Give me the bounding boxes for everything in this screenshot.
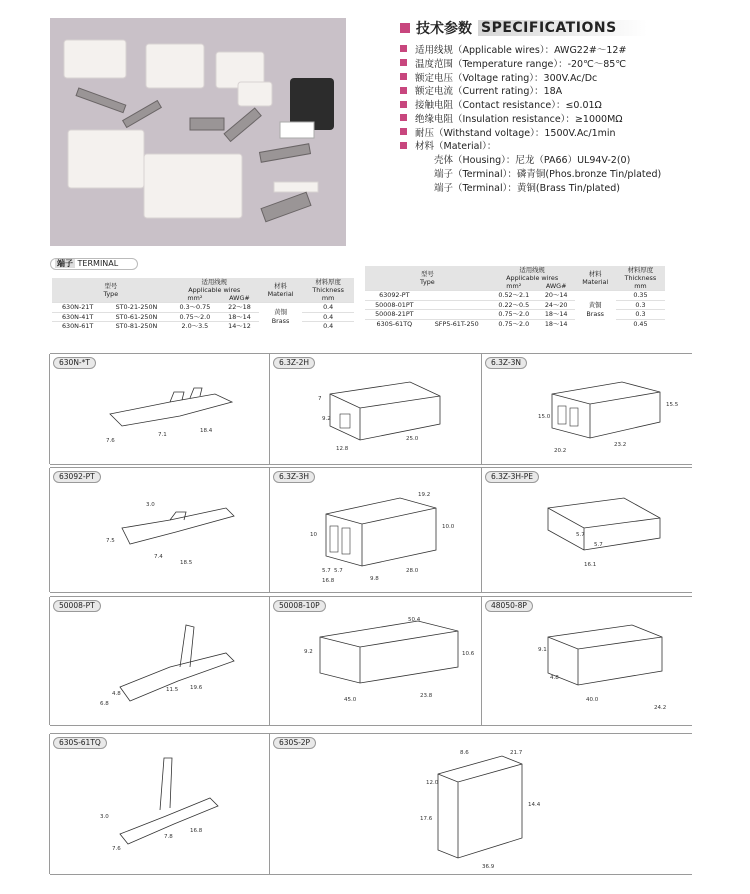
svg-text:9.8: 9.8 [370,576,379,582]
svg-text:4.8: 4.8 [550,675,559,681]
svg-text:5.7: 5.7 [322,568,331,574]
svg-text:19.2: 19.2 [418,492,431,498]
svg-text:7.6: 7.6 [106,438,115,444]
housing-drawing [270,597,482,727]
svg-text:15.5: 15.5 [666,402,679,408]
svg-text:7.1: 7.1 [158,432,167,438]
bullet-square-icon [400,87,407,94]
drawing-cell-6-3z-2h: 6.3Z-2H 7 9.2 12.8 25.0 [270,353,482,465]
drawing-cell-48050-8p: 48050-8P 9.1 4.8 40.0 24.2 [482,596,692,726]
svg-text:45.0: 45.0 [344,697,357,703]
spec-row: 耐压（Withstand voltage）：1500V.Ac/1min [400,125,730,139]
spec-row: 绝缘电阻（Insulation resistance）：≥1000MΩ [400,111,730,125]
drawing-cell-6-3z-3h: 6.3Z-3H 19.2 10 10.0 5.7 5.7 16.8 9.8 28.0 [270,467,482,593]
svg-text:17.6: 17.6 [420,816,433,822]
spec-row: 接触电阻（Contact resistance）：≤0.01Ω [400,97,730,111]
svg-text:20.2: 20.2 [554,448,567,454]
housing-drawing [482,354,692,466]
drawing-cell-630s-61tq: 630S-61TQ 3.0 7.6 7.8 16.8 [50,733,270,875]
bullet-square-icon [400,142,407,149]
table-row: 50008-01PT 0.22～0.5 24～20 0.3 [365,300,665,310]
table-row: 50008-21PT 0.75～2.0 18～14 0.3 [365,310,665,320]
housing-drawing [270,354,482,466]
svg-text:21.7: 21.7 [510,750,523,756]
terminal-drawing [50,734,270,876]
svg-text:14.4: 14.4 [528,802,541,808]
svg-text:23.2: 23.2 [614,442,627,448]
drawing-cell-50008-pt: 50008-PT 4.8 6.8 11.5 19.6 [50,596,270,726]
spec-sub-row: 端子（Terminal）：磷青铜(Phos.bronze Tin/plated) [434,169,662,181]
spec-row: 额定电压（Voltage rating）：300V.Ac/Dc [400,70,730,84]
table-row: 63092-PT 0.52～2.1 20～14 黄铜 Brass 0.35 [365,291,665,301]
svg-text:5.7: 5.7 [576,532,585,538]
material-cell: 黄铜 Brass [575,291,616,329]
svg-text:6.8: 6.8 [100,701,109,707]
svg-text:19.6: 19.6 [190,685,203,691]
terminal-table-right: 型号 Type 适用线规 Applicable wires 材料 Material 材料厚度 Thickness mm² AWG# mm 63092-PT 0.52～2.1 20～14 黄铜 Brass 0.35 50008-01PT 0.22～0.5 24～20 0.3 50008-21PT 0.75～2.0 18～14 0.3 630S-61TQ SFP5-61T-250 0.75～2.0 18～14 0.45 [365,266,665,328]
svg-text:12.0: 12.0 [426,780,439,786]
svg-text:40.0: 40.0 [586,697,599,703]
svg-text:25.0: 25.0 [406,436,419,442]
drawing-cell-63092-pt: 63092-PT 3.0 7.5 7.4 18.5 [50,467,270,593]
svg-text:12.8: 12.8 [336,446,349,452]
svg-text:8.6: 8.6 [460,750,469,756]
table-row: 630S-61TQ SFP5-61T-250 0.75～2.0 18～14 0.45 [365,319,665,328]
svg-text:7.8: 7.8 [164,834,173,840]
drawing-cell-6-3z-3h-pe: 6.3Z-3H-PE 5.7 5.7 16.1 [482,467,692,593]
terminal-drawing [50,468,270,594]
part-drawing [482,468,692,594]
bullet-square-icon [400,59,407,66]
specifications-heading [400,18,730,38]
connector-photo-illustration [50,18,346,246]
bullet-square-icon [400,114,407,121]
svg-text:16.8: 16.8 [322,578,335,584]
svg-text:5.7: 5.7 [334,568,343,574]
housing-drawing [270,734,692,876]
terminal-drawing [50,597,270,727]
svg-text:18.5: 18.5 [180,560,193,566]
svg-text:7.4: 7.4 [154,554,163,560]
svg-text:3.0: 3.0 [146,502,155,508]
svg-text:10.0: 10.0 [442,524,455,530]
svg-text:7.6: 7.6 [112,846,121,852]
bullet-square-icon [400,23,410,33]
svg-text:9.1: 9.1 [538,647,547,653]
bullet-square-icon [400,101,407,108]
svg-text:23.8: 23.8 [420,693,433,699]
svg-text:3.0: 3.0 [100,814,109,820]
spec-title-cn: 技术参数 [416,21,472,37]
drawing-cell-6-3z-3n: 6.3Z-3N 15.0 15.5 20.2 23.2 [482,353,692,465]
terminal-section-label: 端子 TERMINAL [50,258,138,270]
housing-drawing [270,468,482,594]
spec-row: 温度范围（Temperature range）：-20℃～85℃ [400,56,730,70]
spec-sub-row: 端子（Terminal）：黄铜(Brass Tin/plated) [434,182,620,194]
bullet-square-icon [400,128,407,135]
svg-text:10.6: 10.6 [462,651,475,657]
table-row: 630N-21T ST0-21-250N 0.3～0.75 22～18 黄铜 Brass 0.4 [52,303,354,313]
svg-text:28.0: 28.0 [406,568,419,574]
terminal-drawing [50,354,270,466]
svg-text:7: 7 [318,396,322,402]
bullet-square-icon [400,73,407,80]
svg-text:18.4: 18.4 [200,428,213,434]
svg-text:4.8: 4.8 [112,691,121,697]
svg-text:7.5: 7.5 [106,538,115,544]
spec-row: 材料（Material）： [400,139,730,153]
svg-text:9.2: 9.2 [322,416,331,422]
svg-text:15.0: 15.0 [538,414,551,420]
svg-text:9.2: 9.2 [304,649,313,655]
terminal-table-left: 型号 Type 适用线规 Applicable wires 材料 Material 材料厚度 Thickness mm² AWG# mm 630N-21T ST0-21-250N 0.3～0.75 22～18 黄铜 Brass 0.4 630N-41T ST0-61-250N 0.75～2.0 18～14 0.4 630N-61T ST0-81-250N 2.0～3.5 14～12 0.4 [52,278,354,331]
product-photo [50,18,346,246]
drawing-cell-630s-2p: 630S-2P 21.7 8.6 12.0 17.6 36.9 14.4 [270,733,692,875]
drawing-cell-50008-10p: 50008-10P 50.4 9.2 10.6 45.0 23.8 [270,596,482,726]
table-row: 630N-41T ST0-61-250N 0.75～2.0 18～14 0.4 [52,312,354,322]
svg-text:11.5: 11.5 [166,687,179,693]
svg-text:5.7: 5.7 [594,542,603,548]
svg-text:10: 10 [310,532,317,538]
svg-text:16.1: 16.1 [584,562,597,568]
spec-sub-row: 壳体（Housing）：尼龙（PA66）UL94V-2(0) [434,155,631,167]
material-cell: 黄铜 Brass [259,303,302,331]
housing-drawing [482,597,692,727]
spec-title-en: SPECIFICATIONS [478,20,647,36]
spec-row: 额定电流（Current rating）：18A [400,83,730,97]
drawing-cell-630n-t: 630N-*T 7.6 7.1 18.4 [50,353,270,465]
spec-row: 适用线规（Applicable wires）：AWG22#～12# [400,42,730,56]
table-row: 630N-61T ST0-81-250N 2.0～3.5 14～12 0.4 [52,322,354,331]
svg-text:36.9: 36.9 [482,864,495,870]
specifications-panel [400,18,730,194]
svg-text:16.8: 16.8 [190,828,203,834]
bullet-square-icon [400,45,407,52]
svg-text:50.4: 50.4 [408,617,421,623]
svg-text:24.2: 24.2 [654,705,667,711]
